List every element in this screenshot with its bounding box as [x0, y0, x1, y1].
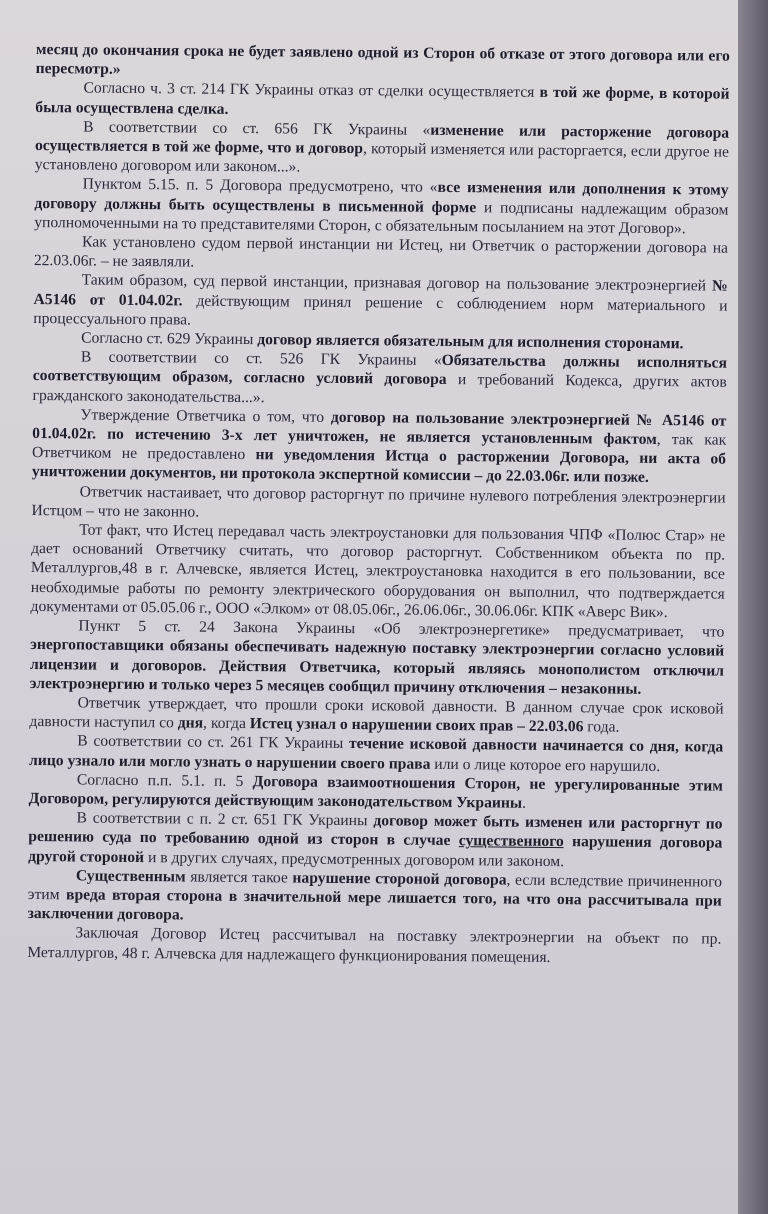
text-run: года. — [583, 718, 620, 736]
text-run: Ответчик утверждает, что прошли сроки исковой давности. В данном случае срок исковой давности наступил со — [29, 694, 724, 732]
text-run: , так как Ответчиком не предоставлено — [31, 431, 727, 464]
text-run: и подписаны надлежащим образом уполномоченными на то представителями Сторон, с обязательным посыланием на этот Договор». — [34, 198, 729, 238]
text-run: Согласно ст. 629 Украины — [81, 329, 258, 349]
bold-text: все изменения или дополнения к этому договору должны быть осуществлены в письменной форме — [34, 179, 729, 216]
paragraph — [30, 616, 725, 699]
paragraph — [28, 808, 723, 872]
bold-text: вреда вторая сторона в значительной мере лишается того, на что она рассчитывала при заключении договора. — [27, 886, 722, 924]
paragraph — [29, 770, 723, 815]
text-run: действующим принял решение с соблюдением норм материального и процессуального права. — [33, 292, 728, 329]
paragraph — [35, 78, 729, 123]
text-run: Согласно ч. 3 ст. 214 ГК Украины отказ от сделки осуществляется — [83, 79, 540, 102]
text-run: , когда — [202, 714, 250, 733]
bold-text: ни уведомления Истца о расторжении Договора, ни акта об уничтожении документов, ни протокола экспертной комиссии – до 22.03.06г. или позже. — [31, 446, 727, 487]
paragraph — [28, 866, 723, 930]
text-run: В соответствии со ст. 526 ГК Украины « — [80, 348, 442, 370]
page-edge-shadow — [738, 0, 768, 1214]
text-run: является такое — [185, 868, 293, 887]
paragraph — [32, 347, 727, 411]
bold-text: месяц до окончания срока не будет заявлено одной из Сторон об отказе от этого договора или его пересмотр.» — [35, 40, 730, 79]
text-run: или о лице которое его нарушило. — [430, 755, 661, 775]
text-run: Как установлено судом первой инстанции ни Истец, ни Ответчик о расторжении договора на 22.03.06г. – не заявляли. — [33, 233, 729, 271]
paragraph — [35, 117, 730, 181]
text-run: В соответствии с п. 2 ст. 651 ГК Украины — [76, 809, 374, 830]
bold-text: договор на пользование электроэнергией № А5146 от 01.04.02г. по истечению 3-х лет уничтожен, не является установленным фактом — [32, 408, 727, 449]
text-run: и в других случаях, предусмотренных договором или законом. — [144, 848, 565, 870]
bold-text: течение исковой давности начинается со дня, когда лицо узнало или могло узнать о нарушении своего права — [29, 735, 724, 773]
paragraph — [33, 270, 728, 334]
bold-text: Истец узнал о нарушении своих прав – 22.03.06 — [249, 715, 584, 736]
paragraph — [36, 40, 730, 85]
bold-text: в той же форме, в которой была осуществлена сделка. — [35, 84, 730, 118]
text-run: Тот факт, что Истец передавал часть электроустановки для пользования ЧПФ «Полюс Стар» не дает оснований Ответчику считать, что договор расторгнут. Собственником объекта по пр. Металлургов,48 в г. Алчевске, является Истец, электроустановка находится в его пользовании, все необходимые работы по ремонту электрического оборудования он выполнил, что подтверждается документами от 05.05.06 г., ООО «Элком» от 08.05.06г., 26.06.06г., 30.06.06г. КПК «Аверс Вик». — [30, 521, 726, 621]
text-run: Утверждение Ответчика о том, что — [80, 406, 331, 426]
paragraph — [29, 693, 723, 738]
paragraph — [30, 520, 725, 623]
bold-text: договор является обязательным для исполнения сторонами. — [257, 331, 684, 353]
text-run: Согласно п.п. 5.1. п. 5 — [76, 771, 253, 790]
bold-text: Договора взаимоотношения Сторон, не урегулированные этим Договором, регулируются действующим законодательством Украины — [28, 772, 723, 812]
paragraph — [27, 923, 721, 968]
text-run: Заключая Договор Истец рассчитывал на поставку электроэнергии на объект по пр. Металлургов, 48 г. Алчевска для надлежащего функционирования помещения. — [27, 924, 722, 966]
bold-text: Существенным — [75, 867, 186, 886]
text-run: , если вследствие причиненного этим — [27, 871, 723, 904]
paragraph — [34, 174, 729, 238]
text-run: . — [522, 794, 527, 812]
bold-text: № А5146 от 01.04.02г. — [33, 277, 728, 310]
bold-text: Обязательства должны исполняться соответствующим образом, согласно условий договора — [32, 352, 728, 389]
paragraph — [32, 405, 727, 488]
text-run: В соответствии со ст. 261 ГК Украины — [77, 732, 350, 753]
paragraph — [31, 482, 725, 527]
document-body — [27, 40, 730, 968]
text-run: Ответчик настаивает, что договор расторгнут по причине нулевого потребления электроэнергии Истцом – что не законно. — [31, 483, 726, 521]
bold-text: нарушение стороной договора — [292, 869, 507, 889]
bold-text: дня — [177, 714, 204, 732]
bold-text: нарушения договора другой стороной — [28, 833, 723, 866]
bold-text: договор может быть изменен или расторгнут по решению суда по требованию одной из сторон в случае — [28, 812, 723, 850]
paragraph — [34, 232, 728, 277]
bold-text: существенного — [458, 832, 564, 851]
bold-text: изменение или расторжение договора осуществляется в той же форме, что и договор — [34, 121, 730, 158]
text-run: Таким образом, суд первой инстанции, признавая договор на пользование электроэнергией — [81, 271, 713, 295]
bold-text: энергопоставщики обязаны обеспечивать надежную поставку электроэнергии согласно условий лицензии и договоров. Действия Ответчика, который являясь монополистом отключил электроэнергию и только через 5 месяцев сообщил причину отключения – незаконны. — [29, 636, 725, 698]
text-run: Пункт 5 ст. 24 Закона Украины «Об электроэнергетике» предусматривает, что — [78, 617, 725, 641]
text-run: Пунктом 5.15. п. 5 Договора предусмотрено, что « — [82, 175, 438, 197]
paragraph — [29, 731, 723, 776]
text-run: и требований Кодекса, других актов гражданского законодательства...». — [32, 371, 727, 406]
text-run: В соответствии со ст. 656 ГК Украины « — [83, 118, 431, 139]
text-run: , который изменяется или расторгается, если другое не установлено договором или законом...». — [34, 140, 730, 176]
